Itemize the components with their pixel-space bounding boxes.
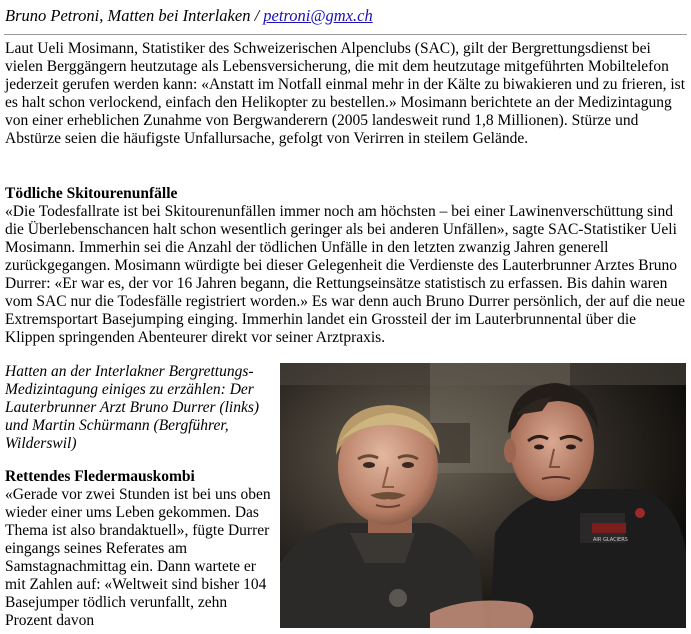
section-body-fledermauskombi: «Gerade vor zwei Stunden ist bei uns oben wieder einer ums Leben gekommen. Das Thema ist also brandaktuell», fügte Durrer eingangs seines Referates am Samstagnachmittag ein. Dann wartete er mit Zahlen auf: «Weltweit sind bisher 104 Basejumper tödlich verunfallt, zehn Prozent davon bbox=[5, 486, 271, 629]
section-heading-fledermauskombi: Rettendes Fledermauskombi bbox=[5, 468, 195, 485]
photo-caption: Hatten an der Interlakner Bergrettungs-Medizintagung einiges zu erzählen: Der Lauterbrunner Arzt Bruno Durrer (links) und Martin Schürmann (Bergführer, Wilderswil) bbox=[5, 363, 260, 452]
horizontal-divider bbox=[4, 34, 687, 35]
byline bbox=[5, 6, 685, 26]
photo-illustration bbox=[280, 363, 686, 628]
author-location: Bruno Petroni, Matten bei Interlaken / bbox=[5, 6, 264, 25]
jacket-logo-left bbox=[389, 589, 407, 607]
email-link[interactable]: petroni@gmx.ch bbox=[263, 6, 373, 25]
section-body-skitouren: «Die Todesfallrate ist bei Skitourenunfällen immer noch am höchsten – bei einer Lawinenverschüttung sind die Überlebenschancen halt schon wesentlich geringer als bei anderen Unfällen», sagte SAC-Statistiker Ueli Mosimann. Immerhin sei die Anzahl der tödlichen Unfälle in den letzten zwanzig Jahren generell zurückgegangen. Mosimann würdigte bei dieser Gelegenheit die Verdienste des Lauterbrunner Arztes Bruno Durrer: «Er war es, der vor 16 Jahren begann, die Rettungseinsätze statistisch zu erfassen. Bis dahin waren vom SAC nur die Todesfälle registriert worden.» Es war denn auch Bruno Durrer persönlich, der auf die neue Extremsportart Basejumping einging. Immerhin landet ein Grossteil der im Lauterbrunnental über die Klippen springenden Abenteurer direkt vor seiner Arztpraxis. bbox=[5, 203, 685, 346]
intro-paragraph: Laut Ueli Mosimann, Statistiker des Schweizerischen Alpenclubs (SAC), gilt der Bergrettungsdienst bei vielen Berggängern heutzutage als Lebensversicherung, die mit dem heutzutage mitgeführten Mobiltelefon jederzeit gerufen werden kann: «Anstatt im Notfall einmal mehr in der Kälte zu biwakieren und zu frieren, ist es halt schon verlockend, einfach den Helikopter zu bestellen.» Mosimann berichtete an der Medizintagung von einer erheblichen Zunahme von Bergwanderern (2005 landesweit rund 1,8 Millionen). Stürze und Abstürze seien die häufigste Unfallursache, gefolgt von Verirren in steilem Gelände. bbox=[5, 40, 686, 147]
svg-text:AIR GLACIERS: AIR GLACIERS bbox=[593, 537, 628, 543]
section-heading-skitouren: Tödliche Skitourenunfälle bbox=[5, 185, 178, 202]
jacket-patch-right bbox=[592, 523, 626, 533]
photo-two-men bbox=[280, 363, 686, 628]
